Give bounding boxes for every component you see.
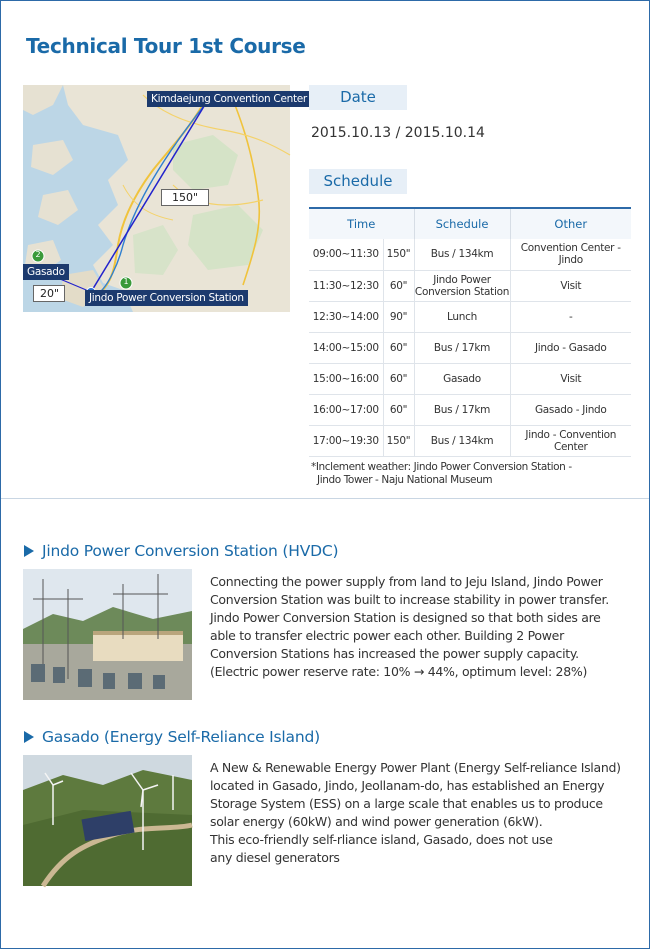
jindo-station-photo [23,569,192,700]
triangle-bullet-icon [24,545,34,557]
jindo-heading [24,542,338,560]
table-row [309,270,631,301]
map-label-convention-center: Kimdaejung Convention Center [147,91,311,107]
date-value: 2015.10.13 / 2015.10.14 [311,125,485,141]
row-duration: 60" [383,363,414,394]
weather-note [311,461,572,487]
column-header-other: Other [510,208,631,239]
row-other: Visit [510,270,631,301]
row-time: 09:00~11:30 [309,239,383,270]
row-schedule: Bus / 17km [414,394,510,425]
row-duration: 60" [383,394,414,425]
row-other: Jindo - Convention Center [510,425,631,456]
row-time: 12:30~14:00 [309,301,383,332]
gasado-line: A New & Renewable Energy Power Plant (Energy Self-reliance Island) [210,760,621,775]
row-time: 11:30~12:30 [309,270,383,301]
row-other: Jindo - Gasado [510,332,631,363]
table-row [309,425,631,456]
table-row [309,394,631,425]
table-row [309,239,631,270]
row-schedule: Lunch [414,301,510,332]
gasado-line: Storage System (ESS) on a large scale that enables us to produce [210,796,603,811]
map-marker-2: 2 [35,250,41,259]
row-other: Visit [510,363,631,394]
table-row [309,301,631,332]
gasado-line: solar energy (60kW) and wind power generation (6kW). [210,814,543,829]
schedule-table [309,207,631,457]
jindo-line: (Electric power reserve rate: 10% → 44%, optimum level: 28%) [210,664,588,679]
map-duration-route1: 150" [161,189,209,206]
date-heading: Date [309,85,407,110]
row-duration: 60" [383,270,414,301]
table-row [309,363,631,394]
map-marker-1: 1 [123,277,129,286]
gasado-line: located in Gasado, Jindo, Jeollanam-do, has established an Energy [210,778,605,793]
row-schedule: Bus / 134km [414,425,510,456]
row-schedule: Bus / 17km [414,332,510,363]
schedule-header-row [309,208,631,239]
row-time: 16:00~17:00 [309,394,383,425]
jindo-line: Connecting the power supply from land to Jeju Island, Jindo Power [210,574,603,589]
row-schedule: Bus / 134km [414,239,510,270]
weather-note-line2: Jindo Tower - Naju National Museum [317,474,493,486]
route-map [23,85,307,312]
gasado-line: any diesel generators [210,850,340,865]
row-time: 14:00~15:00 [309,332,383,363]
column-header-time: Time [309,208,414,239]
column-header-schedule: Schedule [414,208,510,239]
map-duration-route2: 20" [33,285,65,302]
row-time: 17:00~19:30 [309,425,383,456]
gasado-heading [24,728,320,746]
jindo-heading-text: Jindo Power Conversion Station (HVDC) [42,542,339,560]
wind-solar-image [23,755,192,886]
map-label-jindo-station: Jindo Power Conversion Station [85,290,248,306]
jindo-description [210,573,630,681]
section-divider [1,498,649,499]
row-duration: 60" [383,332,414,363]
row-duration: 150" [383,425,414,456]
power-station-image [23,569,192,700]
gasado-description [210,759,630,867]
triangle-bullet-icon [24,731,34,743]
page-title: Technical Tour 1st Course [26,34,306,58]
row-other: Gasado - Jindo [510,394,631,425]
row-duration: 150" [383,239,414,270]
jindo-line: Conversion Stations has increased the power supply capacity. [210,646,579,661]
gasado-line: This eco-friendly self-rliance island, Gasado, does not use [210,832,553,847]
row-schedule: Gasado [414,363,510,394]
jindo-line: Conversion Station was built to increase stability in power transfer. [210,592,609,607]
schedule-heading: Schedule [309,169,407,194]
weather-note-line1: *Inclement weather: Jindo Power Conversion Station - [311,461,572,473]
gasado-photo [23,755,192,886]
gasado-heading-text: Gasado (Energy Self-Reliance Island) [42,728,320,746]
row-time: 15:00~16:00 [309,363,383,394]
jindo-line: Jindo Power Conversion Station is designed so that both sides are [210,610,601,625]
jindo-line: able to transfer electric power each other. Building 2 Power [210,628,564,643]
row-duration: 90" [383,301,414,332]
table-row [309,332,631,363]
map-label-gasado: Gasado [23,264,69,280]
row-schedule: Jindo Power Conversion Station [414,270,510,301]
row-other: - [510,301,631,332]
row-other: Convention Center - Jindo [510,239,631,270]
